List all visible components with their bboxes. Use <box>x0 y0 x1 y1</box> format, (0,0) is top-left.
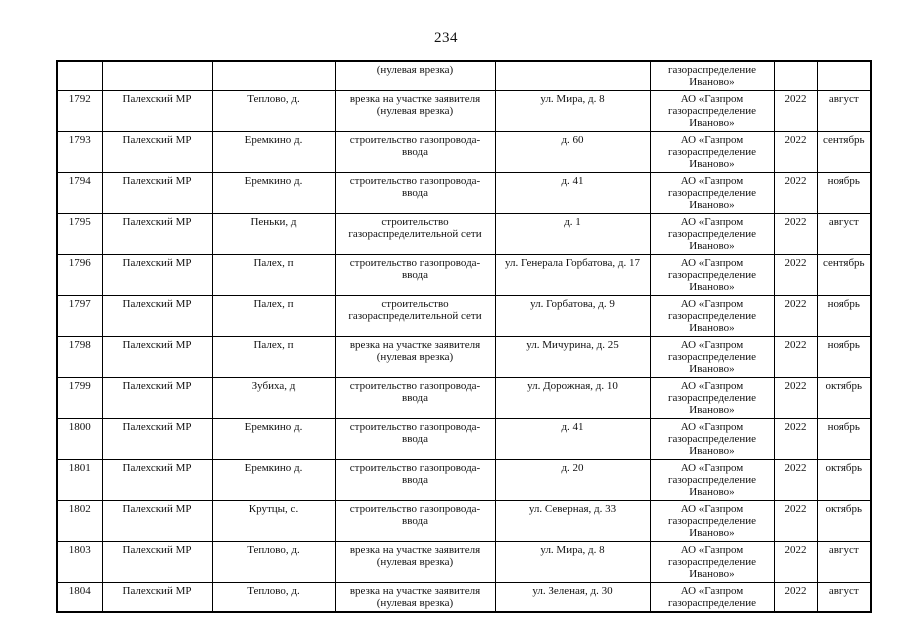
cell-year: 2022 <box>774 337 817 378</box>
cell-month: август <box>817 542 871 583</box>
cell-year: 2022 <box>774 255 817 296</box>
cell-month: сентябрь <box>817 132 871 173</box>
cell-address: ул. Северная, д. 33 <box>495 501 650 542</box>
cell-number: 1795 <box>57 214 102 255</box>
cell-municipality: Палехский МР <box>102 460 212 501</box>
cell-month: август <box>817 583 871 613</box>
cell-locality: Крутцы, с. <box>212 501 335 542</box>
cell-municipality: Палехский МР <box>102 501 212 542</box>
cell-work-type: строительство газопровода-ввода <box>335 132 495 173</box>
cell-address: ул. Дорожная, д. 10 <box>495 378 650 419</box>
cell-municipality <box>102 61 212 91</box>
cell-address: ул. Мичурина, д. 25 <box>495 337 650 378</box>
cell-number: 1799 <box>57 378 102 419</box>
page-number: 234 <box>434 30 458 46</box>
table-row-continuation <box>57 61 871 91</box>
cell-number: 1796 <box>57 255 102 296</box>
cell-work-type: строительство газопровода-ввода <box>335 460 495 501</box>
cell-work-type: строительство газопровода-ввода <box>335 378 495 419</box>
cell-locality: Палех, п <box>212 337 335 378</box>
cell-year: 2022 <box>774 501 817 542</box>
cell-month: август <box>817 91 871 132</box>
cell-locality: Теплово, д. <box>212 91 335 132</box>
cell-work-type: строительство газопровода-ввода <box>335 255 495 296</box>
table-row <box>57 501 871 542</box>
cell-locality: Еремкино д. <box>212 173 335 214</box>
cell-number: 1802 <box>57 501 102 542</box>
cell-number: 1794 <box>57 173 102 214</box>
cell-year: 2022 <box>774 542 817 583</box>
table-row <box>57 583 871 613</box>
cell-work-type: (нулевая врезка) <box>335 61 495 91</box>
cell-month: октябрь <box>817 501 871 542</box>
cell-organization: АО «Газпром газораспределение Иваново» <box>650 214 774 255</box>
cell-month: ноябрь <box>817 337 871 378</box>
cell-municipality: Палехский МР <box>102 255 212 296</box>
cell-number: 1800 <box>57 419 102 460</box>
gas-works-schedule-table <box>56 60 872 613</box>
cell-locality: Палех, п <box>212 255 335 296</box>
cell-number: 1797 <box>57 296 102 337</box>
cell-number <box>57 61 102 91</box>
cell-year: 2022 <box>774 91 817 132</box>
cell-municipality: Палехский МР <box>102 542 212 583</box>
cell-number: 1801 <box>57 460 102 501</box>
cell-locality: Еремкино д. <box>212 460 335 501</box>
table-row <box>57 173 871 214</box>
cell-municipality: Палехский МР <box>102 296 212 337</box>
cell-address: ул. Зеленая, д. 30 <box>495 583 650 613</box>
cell-locality: Теплово, д. <box>212 583 335 613</box>
cell-organization: АО «Газпром газораспределение Иваново» <box>650 378 774 419</box>
table-row <box>57 214 871 255</box>
cell-month: ноябрь <box>817 419 871 460</box>
cell-month: сентябрь <box>817 255 871 296</box>
cell-locality: Зубиха, д <box>212 378 335 419</box>
cell-month: ноябрь <box>817 296 871 337</box>
cell-address: д. 41 <box>495 173 650 214</box>
cell-municipality: Палехский МР <box>102 378 212 419</box>
cell-number: 1792 <box>57 91 102 132</box>
cell-municipality: Палехский МР <box>102 214 212 255</box>
cell-locality: Палех, п <box>212 296 335 337</box>
cell-organization: АО «Газпром газораспределение Иваново» <box>650 419 774 460</box>
cell-number: 1793 <box>57 132 102 173</box>
cell-address: д. 41 <box>495 419 650 460</box>
table-row <box>57 542 871 583</box>
cell-locality <box>212 61 335 91</box>
cell-address: ул. Горбатова, д. 9 <box>495 296 650 337</box>
cell-work-type: врезка на участке заявителя (нулевая врезка) <box>335 91 495 132</box>
cell-year: 2022 <box>774 296 817 337</box>
cell-organization: АО «Газпром газораспределение Иваново» <box>650 296 774 337</box>
table-row <box>57 255 871 296</box>
cell-organization: АО «Газпром газораспределение Иваново» <box>650 173 774 214</box>
cell-number: 1804 <box>57 583 102 613</box>
cell-municipality: Палехский МР <box>102 337 212 378</box>
cell-year: 2022 <box>774 419 817 460</box>
cell-address: ул. Мира, д. 8 <box>495 91 650 132</box>
cell-address <box>495 61 650 91</box>
cell-locality: Еремкино д. <box>212 132 335 173</box>
cell-organization: АО «Газпром газораспределение <box>650 583 774 613</box>
cell-work-type: строительство газораспределительной сети <box>335 214 495 255</box>
cell-year: 2022 <box>774 460 817 501</box>
cell-municipality: Палехский МР <box>102 583 212 613</box>
cell-number: 1803 <box>57 542 102 583</box>
cell-year: 2022 <box>774 173 817 214</box>
cell-organization: газораспределение Иваново» <box>650 61 774 91</box>
cell-municipality: Палехский МР <box>102 419 212 460</box>
cell-organization: АО «Газпром газораспределение Иваново» <box>650 337 774 378</box>
cell-work-type: врезка на участке заявителя (нулевая врезка) <box>335 542 495 583</box>
cell-municipality: Палехский МР <box>102 132 212 173</box>
cell-month <box>817 61 871 91</box>
cell-year: 2022 <box>774 132 817 173</box>
cell-work-type: врезка на участке заявителя (нулевая врезка) <box>335 583 495 613</box>
cell-work-type: строительство газопровода-ввода <box>335 501 495 542</box>
cell-work-type: врезка на участке заявителя (нулевая врезка) <box>335 337 495 378</box>
cell-work-type: строительство газопровода-ввода <box>335 173 495 214</box>
cell-organization: АО «Газпром газораспределение Иваново» <box>650 132 774 173</box>
cell-address: ул. Мира, д. 8 <box>495 542 650 583</box>
cell-month: октябрь <box>817 378 871 419</box>
cell-municipality: Палехский МР <box>102 91 212 132</box>
cell-address: ул. Генерала Горбатова, д. 17 <box>495 255 650 296</box>
cell-organization: АО «Газпром газораспределение Иваново» <box>650 542 774 583</box>
cell-address: д. 1 <box>495 214 650 255</box>
cell-number: 1798 <box>57 337 102 378</box>
table-row <box>57 419 871 460</box>
cell-organization: АО «Газпром газораспределение Иваново» <box>650 255 774 296</box>
cell-organization: АО «Газпром газораспределение Иваново» <box>650 91 774 132</box>
cell-locality: Еремкино д. <box>212 419 335 460</box>
table-row <box>57 378 871 419</box>
cell-month: октябрь <box>817 460 871 501</box>
table-row <box>57 337 871 378</box>
cell-work-type: строительство газопровода-ввода <box>335 419 495 460</box>
cell-organization: АО «Газпром газораспределение Иваново» <box>650 460 774 501</box>
cell-month: ноябрь <box>817 173 871 214</box>
cell-month: август <box>817 214 871 255</box>
cell-municipality: Палехский МР <box>102 173 212 214</box>
cell-address: д. 20 <box>495 460 650 501</box>
cell-locality: Теплово, д. <box>212 542 335 583</box>
cell-year: 2022 <box>774 378 817 419</box>
cell-locality: Пеньки, д <box>212 214 335 255</box>
table-row <box>57 91 871 132</box>
cell-year <box>774 61 817 91</box>
cell-year: 2022 <box>774 583 817 613</box>
cell-organization: АО «Газпром газораспределение Иваново» <box>650 501 774 542</box>
table-row <box>57 296 871 337</box>
cell-address: д. 60 <box>495 132 650 173</box>
cell-work-type: строительство газораспределительной сети <box>335 296 495 337</box>
table-row <box>57 132 871 173</box>
cell-year: 2022 <box>774 214 817 255</box>
table-row <box>57 460 871 501</box>
